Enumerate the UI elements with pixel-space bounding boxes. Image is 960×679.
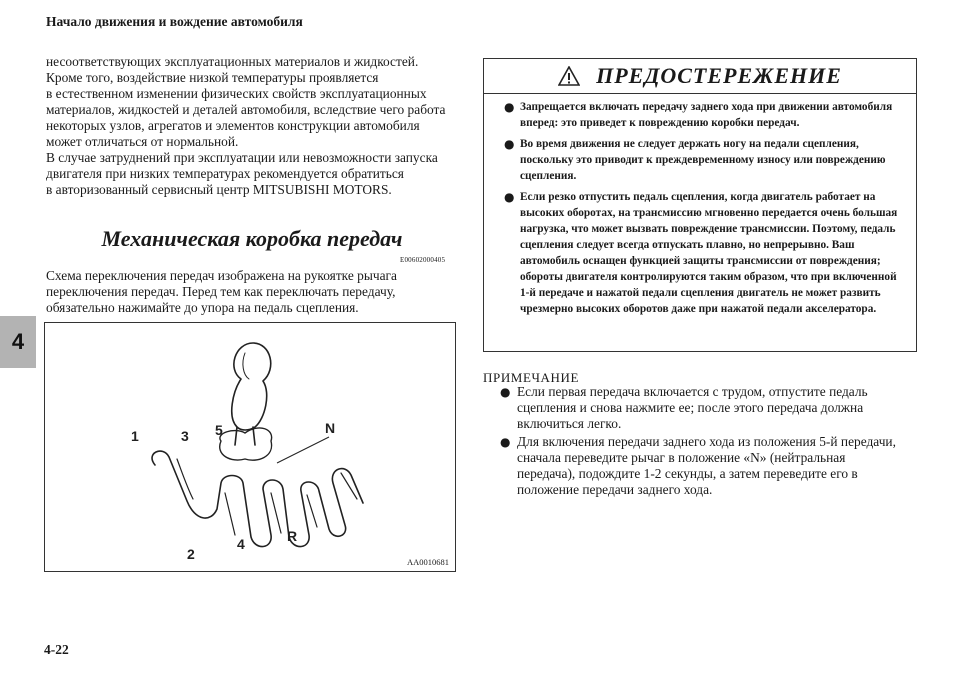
knob	[232, 343, 271, 430]
bullet-icon: ●	[504, 190, 515, 204]
intro-line: в авторизованный сервисный центр MITSUBISHI MOTORS.	[46, 182, 392, 197]
warning-item-text: Запрещается включать передачу заднего хода при движении автомобиля вперед: это приведет к повреждению коробки передач.	[520, 101, 893, 129]
section-text	[46, 268, 458, 316]
section-line: Схема переключения передач изображена на рукоятке рычага	[46, 268, 397, 283]
n-pointer	[277, 437, 329, 463]
intro-line: в естественном изменении физических свойств эксплуатационных	[46, 86, 427, 101]
bullet-icon: ●	[504, 100, 515, 114]
warning-title: ПРЕДОСТЕРЕЖЕНИЕ	[596, 63, 842, 88]
warning-header	[484, 59, 916, 94]
section-code: E00602000405	[400, 256, 446, 264]
intro-line: некоторых узлов, агрегатов и элементов конструкции автомобиля	[46, 118, 420, 133]
bullet-icon: ●	[504, 137, 515, 151]
gear-label-4: 4	[237, 536, 245, 552]
gear-label-2: 2	[187, 546, 195, 562]
gear-label-r: R	[287, 528, 298, 544]
gear-label-n: N	[325, 420, 336, 436]
section-title: Механическая коробка передач	[101, 226, 403, 251]
intro-line: материалов, жидкостей и деталей автомобиля, вследствие чего работа	[46, 102, 446, 117]
section-line: переключения передач. Перед тем как переключать передачу,	[46, 284, 396, 299]
gear-shift-illustration	[45, 323, 455, 571]
page-number: 4-22	[44, 642, 69, 657]
figure-code: AA0010681	[406, 557, 449, 567]
gear-label-5: 5	[215, 422, 223, 438]
bullet-icon: ●	[500, 385, 511, 399]
boot	[220, 428, 272, 460]
running-header: Начало движения и вождение автомобиля	[46, 14, 303, 29]
intro-line: несоответствующих эксплуатационных материалов и жидкостей.	[46, 54, 419, 69]
note-item-text: Для включения передачи заднего хода из положения 5-й передачи, сначала переведите рычаг в положение «N» (нейтральная передача), подождите 1-2 секунды, а затем переведите его в положение передачи заднего хода.	[517, 434, 896, 497]
warning-item-text: Если резко отпустить педаль сцепления, когда двигатель работает на высоких оборотах, на трансмиссию мгновенно передается очень большая нагрузка, что может вызвать повреждение трансмиссии. Поэтому, педаль сцепления следует всегда отпускать плавно, но непрерывно. Ваш автомобиль оснащен функцией защиты трансмиссии от повреждения; обороты двигателя контролируются таким образом, что при включенной 1-й передаче и нажатой педали сцепления двигатель не может развить чрезмерно высоких оборотов даже при нажатой педали акселератора.	[520, 191, 898, 315]
warning-item-text: Во время движения не следует держать ногу на педали сцепления, поскольку это приводит к преждевременному износу или повреждению сцепления.	[520, 138, 886, 182]
bullet-icon: ●	[500, 435, 511, 449]
gear-shift-figure	[44, 322, 456, 572]
warning-item	[492, 99, 906, 131]
note-title: ПРИМЕЧАНИЕ	[483, 370, 580, 385]
intro-line: может отличаться от нормальной.	[46, 134, 239, 149]
chapter-tab	[0, 316, 36, 368]
intro-line: двигателя при низких температурах рекомендуется обратиться	[46, 166, 404, 181]
warning-item	[492, 189, 906, 317]
gear-label-1: 1	[131, 428, 139, 444]
knob-highlight	[243, 353, 249, 379]
gear-label-3: 3	[181, 428, 189, 444]
note-item	[500, 434, 900, 498]
warning-triangle-icon	[558, 66, 580, 86]
chapter-number: 4	[11, 329, 25, 354]
shift-slot-outline	[152, 451, 363, 546]
warning-box	[483, 58, 917, 352]
intro-text	[46, 54, 458, 198]
shift-slot-inner	[177, 459, 357, 535]
intro-line: Кроме того, воздействие низкой температуры проявляется	[46, 70, 379, 85]
section-line: обязательно нажимайте до упора на педаль сцепления.	[46, 300, 359, 315]
warning-list	[484, 94, 916, 317]
intro-line: В случае затруднений при эксплуатации или невозможности запуска	[46, 150, 438, 165]
note-list	[500, 384, 900, 500]
warning-item	[492, 136, 906, 184]
note-item	[500, 384, 900, 432]
note-item-text: Если первая передача включается с трудом, отпустите педаль сцепления и снова нажмите ее; после этого передача должна включиться легко.	[517, 384, 868, 431]
